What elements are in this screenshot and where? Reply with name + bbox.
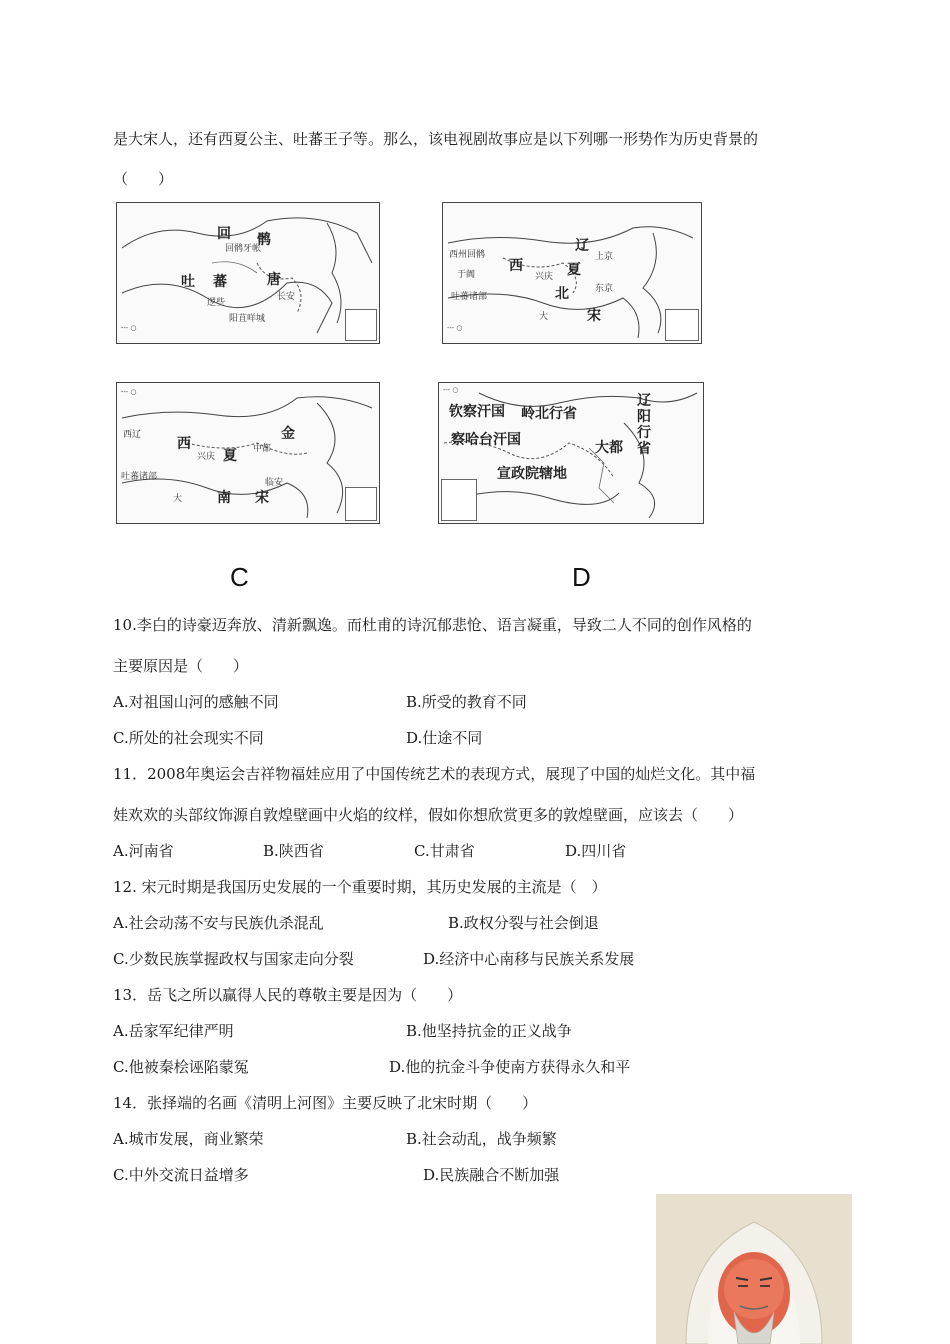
q10-stem-2: 主要原因是（ ）	[113, 657, 249, 675]
map-c-label-9: 临安	[265, 478, 284, 488]
map-a-label-4: 蕃	[213, 274, 227, 290]
map-a-legend: --- ○	[121, 324, 137, 332]
q12-option-d[interactable]: D.经济中心南移与民族关系发展	[423, 950, 635, 968]
q12-option-a[interactable]: A.社会动荡不安与民族仇杀混乱	[113, 914, 324, 932]
q11-option-b[interactable]: B.陕西省	[263, 842, 324, 860]
map-c-label-11: 大	[173, 494, 183, 504]
map-c[interactable]	[116, 382, 380, 524]
q10-option-c[interactable]: C.所处的社会现实不同	[113, 729, 264, 747]
map-a-label-1: 回	[217, 226, 231, 242]
q13-stem: 13．岳飞之所以赢得人民的尊敬主要是因为（ ）	[113, 986, 463, 1004]
map-c-label-3: 夏	[223, 448, 237, 464]
map-b[interactable]	[442, 202, 702, 344]
map-b-label-7: 兴庆	[535, 272, 554, 282]
q11-stem-2: 娃欢欢的头部纹饰源自敦煌壁画中火焰的纹样，假如你想欣赏更多的敦煌壁画，应该去（ ）	[113, 806, 744, 824]
q11-option-a[interactable]: A.河南省	[113, 842, 174, 860]
map-b-label-8: 东京	[595, 284, 614, 294]
q11-option-d[interactable]: D.四川省	[565, 842, 627, 860]
map-a-label-9: 阳苴咩城	[229, 314, 266, 324]
map-a-label-7: 逻些	[207, 298, 226, 308]
map-d-letter: D	[572, 562, 591, 592]
q12-option-c[interactable]: C.少数民族掌握政权与国家走向分裂	[113, 950, 354, 968]
map-a-inset	[345, 309, 377, 341]
q10-option-a[interactable]: A.对祖国山河的感触不同	[113, 693, 279, 711]
map-c-inset	[345, 487, 377, 521]
map-c-label-10: 吐蕃诸部	[121, 472, 158, 482]
map-b-label-2: 西	[509, 258, 523, 274]
map-d-label-5: 大都	[595, 440, 623, 456]
map-d-label-4: 察哈台汗国	[451, 432, 521, 448]
map-a-label-8: 长安	[277, 292, 296, 302]
map-d-inset	[441, 479, 477, 521]
map-c-label-1: 金	[281, 426, 295, 442]
map-b-label-6: 上京	[595, 252, 614, 262]
q10-option-b[interactable]: B.所受的教育不同	[406, 693, 527, 711]
map-c-label-2: 西	[177, 436, 191, 452]
map-b-label-5: 宋	[587, 308, 601, 324]
portrait-image	[656, 1194, 852, 1344]
q13-option-a[interactable]: A.岳家军纪律严明	[113, 1022, 234, 1040]
q12-stem: 12. 宋元时期是我国历史发展的一个重要时期，其历史发展的主流是（ ）	[113, 878, 607, 896]
q11-stem: 11．2008年奥运会吉祥物福娃应用了中国传统艺术的表现方式，展现了中国的灿烂文化。其中福	[113, 765, 756, 783]
q11-option-c[interactable]: C.甘肃省	[414, 842, 475, 860]
map-b-label-11: 于阗	[457, 270, 476, 280]
map-d-label-1: 钦察汗国	[449, 404, 505, 420]
map-b-label-9: 大	[539, 312, 549, 322]
map-b-legend: --- ○	[447, 324, 463, 332]
map-d-label-6: 宣政院辖地	[497, 466, 567, 482]
map-b-label-10: 西州回鹘	[449, 250, 486, 260]
map-c-label-6: 西辽	[123, 430, 142, 440]
map-d-legend: --- ○	[443, 386, 459, 394]
map-b-inset	[665, 309, 699, 341]
map-b-label-3: 夏	[567, 262, 581, 278]
q9-answer-bracket: （ ）	[113, 170, 174, 188]
map-c-legend: --- ○	[121, 388, 137, 396]
q9-text-line1: 是大宋人，还有西夏公主、吐蕃王子等。那么，该电视剧故事应是以下列哪一形势作为历史背景的	[113, 130, 759, 148]
map-b-label-12: 吐蕃诸部	[451, 292, 488, 302]
map-c-label-7: 中都	[253, 444, 272, 454]
portrait-figure	[656, 1194, 852, 1344]
q10-option-d[interactable]: D.仕途不同	[406, 729, 483, 747]
q14-option-b[interactable]: B.社会动乱，战争频繁	[406, 1130, 557, 1148]
map-c-label-8: 兴庆	[197, 452, 216, 462]
q14-option-a[interactable]: A.城市发展，商业繁荣	[113, 1130, 264, 1148]
map-a-label-3: 吐	[181, 274, 195, 290]
q13-option-b[interactable]: B.他坚持抗金的正义战争	[406, 1022, 572, 1040]
q14-stem: 14．张择端的名画《清明上河图》主要反映了北宋时期（ ）	[113, 1094, 538, 1112]
map-a-label-5: 唐	[267, 272, 281, 288]
q14-option-d[interactable]: D.民族融合不断加强	[423, 1166, 560, 1184]
q10-stem: 10.李白的诗豪迈奔放、清新飘逸。而杜甫的诗沉郁悲怆、语言凝重，导致二人不同的创作风格的	[113, 616, 752, 634]
q12-option-b[interactable]: B.政权分裂与社会倒退	[448, 914, 599, 932]
map-c-outline	[117, 383, 379, 523]
map-a-label-2: 鹘	[257, 232, 271, 248]
map-d-label-2: 岭北行省	[521, 406, 577, 422]
map-b-label-1: 辽	[575, 238, 589, 254]
map-d[interactable]	[438, 382, 704, 524]
q13-option-d[interactable]: D.他的抗金斗争使南方获得永久和平	[389, 1058, 631, 1076]
map-c-letter: C	[230, 562, 249, 592]
q13-option-c[interactable]: C.他被秦桧诬陷蒙冤	[113, 1058, 249, 1076]
map-c-label-4: 南	[217, 490, 231, 506]
q14-option-c[interactable]: C.中外交流日益增多	[113, 1166, 249, 1184]
map-b-label-4: 北	[555, 286, 569, 302]
map-a[interactable]	[116, 202, 380, 344]
map-a-label-6: 回鹘牙帐	[225, 244, 262, 254]
map-c-label-5: 宋	[255, 490, 269, 506]
map-d-label-3: 辽阳行省	[637, 393, 651, 457]
